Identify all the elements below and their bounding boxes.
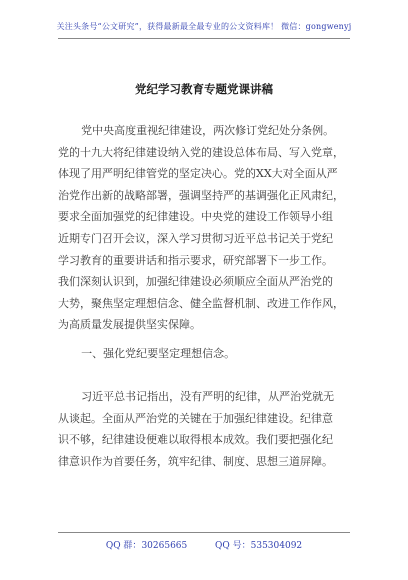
header-promo-note: 关注头条号“公文研究”，获得最新最全最专业的公文资料库！ 微信：gongwenyj <box>56 22 352 31</box>
section-heading-1: 一、强化党纪要坚定理想信念。 <box>81 347 236 360</box>
header-divider <box>58 38 350 39</box>
footer-contact <box>0 538 408 551</box>
document-title: 党纪学习教育专题党课讲稿 <box>135 82 273 96</box>
paragraph-line: 律意识作为首要任务，筑牢纪律、制度、思想三道屏障。 <box>58 454 333 468</box>
footer-divider <box>58 532 350 533</box>
qq-group-number: 30265665 <box>141 541 188 551</box>
qq-group-label: QQ 群： <box>105 541 142 551</box>
paragraph-line: 为高质量发展提供坚实保障。 <box>58 318 201 332</box>
paragraph-line: 要求全面加强党的纪律建设。中央党的建设工作领导小组 <box>58 210 333 224</box>
paragraph-line: 党中央高度重视纪律建设，两次修订党纪处分条例。 <box>81 124 335 137</box>
qq-account-label: QQ 号： <box>215 541 251 551</box>
paragraph-line: 学习教育的重要讲话和指示要求，研究部署下一步工作。 <box>58 253 333 267</box>
qq-account-number: 535304092 <box>250 541 303 551</box>
paragraph-line: 识不够，纪律建设便难以取得根本成效。我们要把强化纪 <box>58 433 333 447</box>
paragraph-line: 从谈起。全面从严治党的关键在于加强纪律建设。纪律意 <box>58 411 333 425</box>
paragraph-line: 体现了用严明纪律管党的坚定决心。党的XX大对全面从严 <box>58 167 338 181</box>
paragraph-1 <box>58 120 350 336</box>
paragraph-line: 习近平总书记指出，没有严明的纪律，从严治党就无 <box>81 390 335 403</box>
paragraph-line: 党的十九大将纪律建设纳入党的建设总体布局、写入党章， <box>58 145 344 159</box>
paragraph-line: 治党作出新的战略部署，强调坚持严的基调强化正风肃纪， <box>58 188 344 202</box>
paragraph-line: 我们深刻认识到，加强纪律建设必须顺应全面从严治党的 <box>58 275 333 289</box>
paragraph-2 <box>58 386 350 472</box>
paragraph-line: 近期专门召开会议，深入学习贯彻习近平总书记关于党纪 <box>58 231 333 245</box>
paragraph-line: 大势，聚焦坚定理想信念、健全监督机制、改进工作作风， <box>58 296 344 310</box>
